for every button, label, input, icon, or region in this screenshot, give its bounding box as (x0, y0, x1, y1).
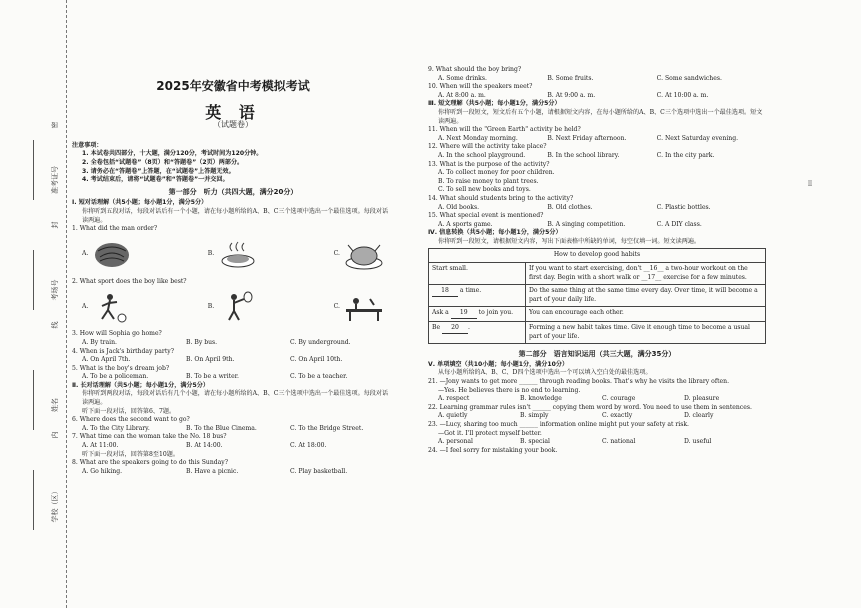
option-c: C. At 18:00. (290, 442, 327, 450)
label-school: 学校（区） (51, 487, 59, 523)
table-tennis-icon (344, 291, 384, 323)
section2-tip-1: 听下面一段对话，回答第6、7题。 (82, 407, 176, 415)
option-c: C. Play basketball. (290, 467, 348, 475)
option-c: C. Some sandwiches. (656, 74, 722, 82)
option-c: C. exactly (602, 412, 633, 420)
option-c: C. A DIY class. (656, 220, 702, 228)
table-cell-left (429, 285, 526, 307)
fill-line (33, 250, 34, 310)
option-b: B. Next Friday afternoon. (547, 134, 627, 142)
option-c: C. By underground. (290, 338, 351, 346)
label-exam-number: 准考证号 (51, 166, 59, 194)
question-24: 24. —I feel sorry for mistaking your book. (428, 446, 558, 454)
option-c: C. To the Bridge Street. (290, 424, 364, 432)
q8-options (72, 468, 394, 477)
exam-title: 2025年安徽省中考模拟考试 (156, 79, 310, 93)
q6-options (72, 425, 394, 434)
section5-instructions: 从每小题所给的A、B、C、D四个选项中选出一个可以填入空白处的最佳选项。 (438, 369, 652, 377)
margin-mark: Ⅱ (807, 180, 813, 188)
question-23: 23. —Lucy, sharing too much ______ information online might put your safety at risk. (428, 420, 689, 428)
fill-line (33, 140, 34, 200)
question-21-reply: —Yes. He believes there is no end to learning. (438, 386, 581, 394)
q2-option-c (334, 291, 384, 323)
question-14: 14. What should students bring to the activity? (428, 194, 574, 202)
part2-title: 第二部分 语言知识运用（共三大题，满分35分） (518, 350, 676, 359)
section5-heading: Ⅴ. 单项填空（共10小题；每小题1分，满分10分） (428, 360, 569, 368)
tennis-player-icon (218, 291, 258, 323)
option-b: B. Some fruits. (547, 74, 594, 82)
option-letter: A. (82, 303, 89, 311)
football-player-icon (92, 291, 132, 323)
question-15: 15. What special event is mentioned? (428, 212, 544, 220)
option-a: A. respect (438, 395, 470, 403)
question-2: 2. What sport does the boy like best? (72, 277, 187, 285)
section4-instructions: 你将听到一段短文，请根据短文内容，写出下面表格中所缺的单词，每空仅填一词。短文读两遍。 (438, 237, 701, 245)
option-c: C. courage (602, 395, 636, 403)
option-d: D. pleasure (684, 395, 720, 403)
binding-margin (0, 0, 67, 608)
option-c: C. Next Saturday evening. (656, 134, 739, 142)
table-row (429, 263, 766, 285)
table-cell-right: Do the same thing at the same time every day. Over time, it will become a part of your daily life. (526, 285, 766, 307)
option-a: A. quietly (438, 412, 468, 420)
seal-char: 封 (51, 221, 59, 229)
question-22: 22. Learning grammar rules isn't ______ copying them word by word. You need to use them in sentences. (428, 403, 752, 411)
question-1: 1. What did the man order? (72, 225, 158, 233)
option-c: C. To sell new books and toys. (438, 186, 531, 194)
question-5: 5. What is the boy's dream job? (72, 364, 170, 372)
table-cell-right: Forming a new habit takes time. Give it enough time to become a usual part of your life. (526, 322, 766, 344)
question-9: 9. What should the boy bring? (428, 66, 522, 73)
option-letter: B. (207, 250, 215, 258)
option-c: C. To be a teacher. (290, 373, 348, 381)
option-c: C. national (602, 438, 636, 446)
roast-chicken-icon (344, 239, 384, 271)
question-21: 21. —Jony wants to get more ______ through reading books. That's why he visits the library often. (428, 378, 730, 385)
table-row (429, 307, 766, 322)
question-7: 7. What time can the woman take the No. 18 bus? (72, 433, 227, 441)
seal-char: 线 (51, 321, 59, 329)
option-a: A. By train. (82, 338, 117, 346)
option-a: A. Next Monday morning. (438, 134, 518, 142)
option-d: D. useful (684, 438, 712, 446)
option-a: A. In the school playground. (438, 151, 526, 159)
q22-options (428, 412, 766, 421)
fill-line (33, 370, 34, 430)
cell-text: to join you. (476, 309, 514, 317)
question-8: 8. What are the speakers going to do this Sunday? (72, 459, 229, 467)
section2-instructions: 你将听到两段对话，每段对话后有几个小题，请在每小题所给的A、B、C三个选项中选出一个最佳选项。每段对话读两遍。 (82, 390, 389, 407)
table-cell-left: Start small. (429, 263, 526, 285)
section2-tip-2: 听下面一段对话，回答第8至10题。 (82, 450, 179, 458)
note-item: 4. 考试结束后，请将“试题卷”和“答题卷”一并交回。 (82, 176, 229, 184)
section4-heading: Ⅳ. 信息转换（共5小题；每小题1分，满分5分） (428, 229, 562, 237)
q3-options (72, 339, 394, 348)
option-b: B. simply (520, 412, 549, 420)
table-cell-right: You can encourage each other. (526, 307, 766, 322)
q2-pictures (72, 286, 394, 330)
option-d: D. clearly (684, 412, 714, 420)
section3-heading: Ⅲ. 短文理解（共5小题；每小题1分，满分5分） (428, 100, 561, 108)
part1-title: 第一部分 听力（共四大题，满分20分） (168, 187, 298, 196)
q21-options (428, 395, 766, 404)
option-a: A. To collect money for poor children. (438, 169, 555, 177)
note-item: 3. 请务必在“答题卷”上答题，在“试题卷”上答题无效。 (82, 167, 235, 175)
option-a: A. Some drinks. (438, 74, 487, 82)
option-a: A. On April 7th. (82, 356, 131, 364)
seal-char: 密 (51, 121, 59, 129)
question-12: 12. Where will the activity take place? (428, 143, 547, 151)
q7-options (72, 442, 394, 451)
option-c: C. On April 10th. (290, 356, 343, 364)
q2-option-b (208, 291, 258, 323)
table-title: How to develop good habits (429, 249, 766, 263)
cell-text: Be (432, 324, 443, 332)
option-b: B. To raise money to plant trees. (438, 177, 539, 185)
question-6: 6. Where does the second want to go? (72, 416, 190, 424)
table-cell-left (429, 307, 526, 322)
section2-heading: Ⅱ. 长对话理解（共5小题；每小题1分，满分5分） (72, 381, 209, 389)
option-a: A. To be a policeman. (82, 373, 149, 381)
q1-option-a (82, 239, 132, 271)
note-item: 2. 全卷包括“试题卷”（8页）和“答题卷”（2页）两部分。 (82, 158, 244, 166)
note-item: 1. 本试卷共四部分，十大题，满分120分，考试时间为120分钟。 (82, 150, 263, 158)
question-23-reply: —Got it. I'll protect myself better. (438, 429, 542, 437)
paper-type: （试题卷） (213, 120, 253, 130)
table-row (429, 322, 766, 344)
left-column (72, 68, 394, 476)
table-row (429, 285, 766, 307)
cell-text: . (468, 324, 470, 332)
q11-options (428, 135, 766, 144)
option-a: A. Old books. (438, 203, 480, 211)
label-name: 姓名 (51, 398, 59, 412)
option-c: C. At 10:00 a. m. (656, 91, 709, 99)
answer-blank-19[interactable]: 19 (451, 309, 477, 319)
habits-table (428, 248, 766, 344)
cell-text: a time. (458, 287, 482, 295)
option-b: B. Have a picnic. (186, 467, 239, 475)
option-b: B. Old clothes. (547, 203, 593, 211)
fill-line (33, 470, 34, 530)
answer-blank-20[interactable]: 20 (442, 324, 468, 334)
option-letter: C. (333, 250, 340, 258)
question-4: 4. When is Jack's birthday party? (72, 347, 174, 355)
option-b: B. To be a writer. (186, 373, 239, 381)
option-a: A. At 11:00. (82, 442, 119, 450)
option-b: B. To the Blue Cinema. (186, 424, 257, 432)
q14-options (428, 204, 766, 213)
notes-heading: 注意事项： (72, 141, 103, 149)
q23-options (428, 438, 766, 447)
q1-option-c (334, 239, 384, 271)
option-a: A. To the City Library. (82, 424, 150, 432)
question-11: 11. When will the "Green Earth" activity be held? (428, 126, 581, 134)
option-b: B. A singing competition. (547, 220, 626, 228)
option-b: B. special (520, 438, 550, 446)
option-c: C. Plastic bottles. (656, 203, 711, 211)
option-c: C. In the city park. (656, 151, 715, 159)
option-a: A. At 8:00 a. m. (438, 91, 486, 99)
noodles-icon (92, 239, 132, 271)
seal-char: 内 (51, 431, 59, 439)
option-a: A. personal (438, 438, 473, 446)
option-b: B. knowledge (520, 395, 562, 403)
q4-options (72, 356, 394, 365)
q2-option-a (82, 291, 132, 323)
option-letter: C. (333, 303, 340, 311)
section1-instructions: 你将听到五段对话，每段对话后有一个小题，请在每小题所给的A、B、C三个选项中选出一个最佳选项。每段对话读两遍。 (82, 207, 389, 224)
cell-text: Ask a (432, 309, 451, 317)
right-column (428, 66, 766, 455)
subject-title: 英 语 (205, 102, 261, 122)
option-letter: A. (82, 250, 89, 258)
option-a: A. Go hiking. (82, 467, 123, 475)
q12-options (428, 152, 766, 161)
answer-blank-18[interactable]: 18 (432, 287, 458, 297)
q15-options (428, 221, 766, 230)
table-cell-right: If you want to start exercising, don't __16__ a two-hour workout on the first day. Begin with a short walk or __17__ exercise for a few minutes. (526, 263, 766, 285)
option-b: B. In the school library. (547, 151, 620, 159)
option-b: B. On April 9th. (186, 356, 235, 364)
question-13: 13. What is the purpose of the activity? (428, 160, 550, 168)
dumplings-icon (218, 239, 258, 271)
question-10: 10. When will the speakers meet? (428, 83, 533, 91)
q5-options (72, 373, 394, 382)
option-a: A. A sports game. (438, 220, 493, 228)
option-b: B. At 9:00 a. m. (547, 91, 596, 99)
option-b: B. By bus. (186, 338, 218, 346)
question-3: 3. How will Sophia go home? (72, 330, 162, 338)
option-b: B. At 14:00. (186, 442, 223, 450)
q1-pictures (72, 234, 394, 278)
table-cell-left (429, 322, 526, 344)
q1-option-b (208, 239, 258, 271)
section3-instructions: 你将听到一段短文，短文后有五个小题，请根据短文内容，在每小题所给的A、B、C三个选项中选出一个最佳选项。短文读两遍。 (438, 108, 763, 125)
q9-options (428, 75, 766, 84)
option-letter: B. (207, 303, 215, 311)
section1-heading: Ⅰ. 短对话理解（共5小题；每小题1分，满分5分） (72, 199, 208, 207)
label-room-number: 考场号 (51, 279, 59, 301)
